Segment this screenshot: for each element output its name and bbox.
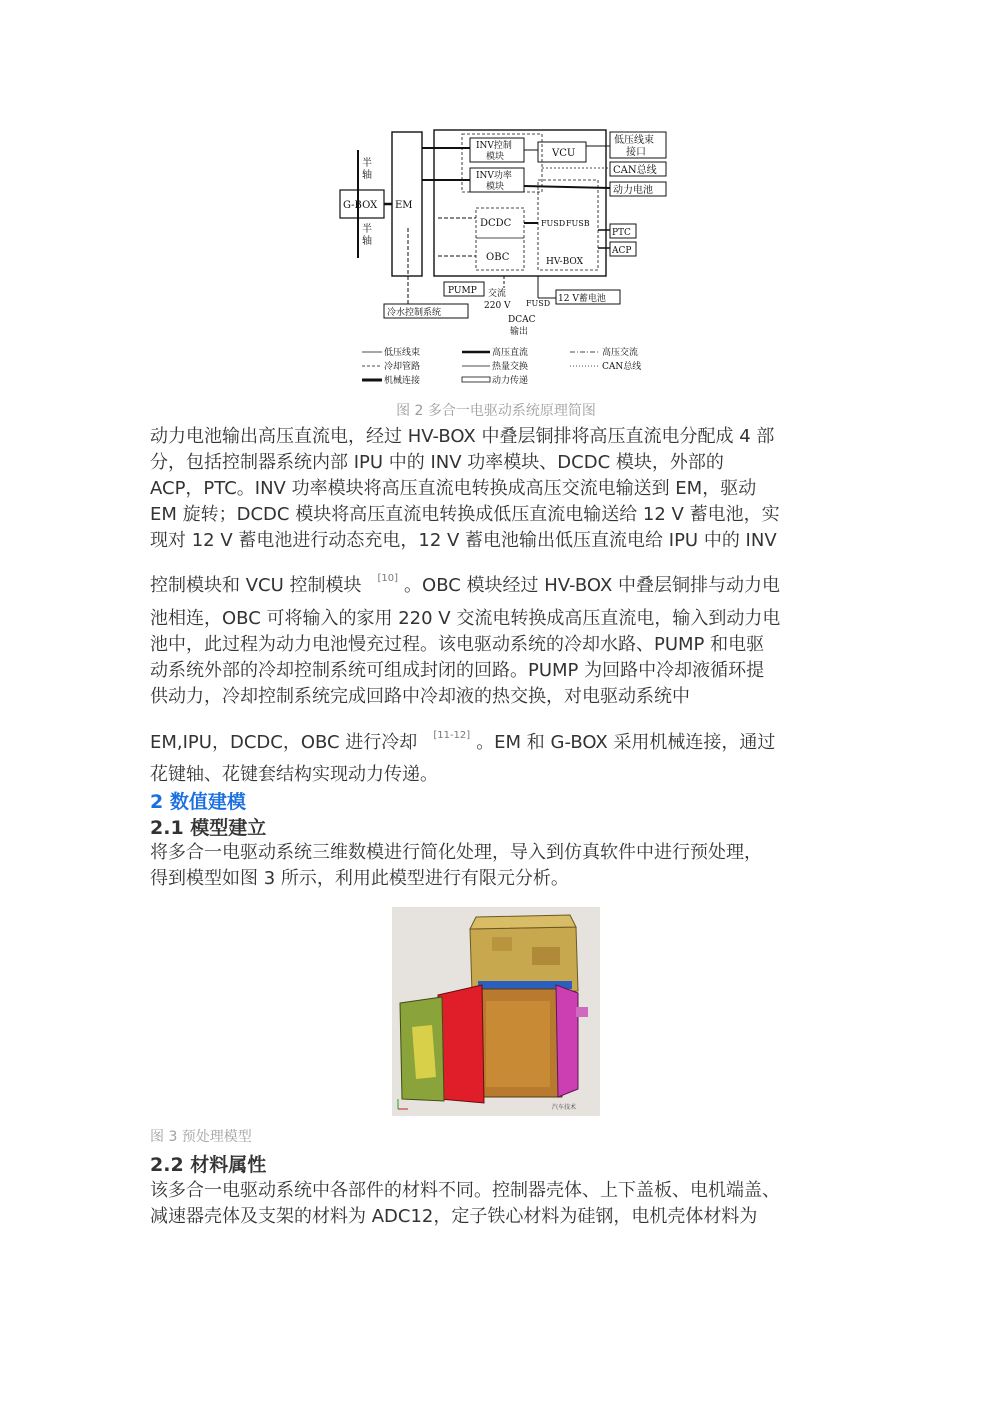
citation-reference[interactable]: [10]	[377, 573, 399, 584]
dcdc-label: DCDC	[480, 218, 512, 229]
legend-label: 热量交换	[492, 362, 529, 372]
cooling-ctrl-label: 冷水控制系统	[387, 308, 442, 318]
figure-3-watermark: 汽车技术	[552, 1104, 577, 1111]
body-line: 现对 12 V 蓄电池进行动态充电，12 V 蓄电池输出低压直流电给 IPU 中的 INV	[150, 530, 777, 551]
power-battery-label: 动力电池	[613, 185, 653, 196]
body-line: 将多合一电驱动系统三维数模进行简化处理，导入到仿真软件中进行预处理，	[150, 842, 762, 863]
ac220-label: 交流	[488, 289, 507, 299]
figure-3-caption: 图 3 预处理模型	[150, 1129, 252, 1145]
body-line-with-reference	[150, 723, 850, 756]
inv-ctrl-label: INV控制	[476, 141, 512, 151]
acp-label: ACP	[612, 246, 632, 256]
body-line: 动力电池输出高压直流电，经过 HV-BOX 中叠层铜排将高压直流电分配成 4 部	[150, 426, 775, 447]
line-text: 控制模块和 VCU 控制模块	[150, 575, 362, 596]
citation-reference[interactable]: [11-12]	[433, 730, 471, 741]
legend-label: 低压线束	[384, 348, 421, 358]
body-line: 供动力，冷却控制系统完成回路中冷却液的热交换，对电驱动系统中	[150, 686, 690, 707]
section-heading-2-1: 2.1 模型建立	[150, 817, 267, 839]
figure-3-model-image	[392, 907, 600, 1116]
inv-power-label: INV功率	[476, 171, 512, 181]
body-line: 分，包括控制器系统内部 IPU 中的 INV 功率模块、DCDC 模块，外部的	[150, 452, 724, 473]
can-bus-label: CAN总线	[613, 165, 657, 176]
legend-label: 高压直流	[492, 348, 529, 358]
body-line: 池中，此过程为动力电池慢充过程。该电驱动系统的冷却水路、PUMP 和电驱	[150, 634, 765, 655]
legend-label: 高压交流	[602, 348, 639, 358]
fusd-label-3: FUSD	[526, 299, 551, 308]
svg-text:轴: 轴	[362, 170, 372, 181]
em-label: EM	[395, 200, 413, 211]
figure-2-legend	[362, 346, 641, 386]
hvbox-label: HV-BOX	[546, 257, 583, 267]
body-line: 该多合一电驱动系统中各部件的材料不同。控制器壳体、上下盖板、电机端盖、	[150, 1180, 780, 1201]
legend-label: 动力传递	[492, 376, 529, 386]
body-line: 得到模型如图 3 所示，利用此模型进行有限元分析。	[150, 868, 569, 889]
svg-text:轴: 轴	[362, 236, 372, 247]
half-shaft-label-bottom: 半	[362, 224, 372, 235]
fusd-label-2: FUSB	[566, 219, 590, 228]
vcu-label: VCU	[552, 148, 576, 159]
line-text: 。EM 和 G-BOX 采用机械连接，通过	[476, 732, 776, 753]
figure-2-caption: 图 2 多合一电驱动系统原理简图	[396, 403, 596, 419]
svg-text:模块: 模块	[486, 182, 505, 192]
svg-text:输出: 输出	[510, 327, 529, 337]
gbox-label: G-BOX	[343, 200, 378, 211]
line-text: EM,IPU，DCDC，OBC 进行冷却	[150, 732, 418, 753]
obc-label: OBC	[486, 252, 510, 263]
svg-text:220 V: 220 V	[484, 301, 511, 311]
dcac-label: DCAC	[508, 315, 536, 325]
ptc-label: PTC	[612, 228, 631, 238]
svg-text:模块: 模块	[486, 152, 505, 162]
section-heading-2: 2 数值建模	[150, 791, 246, 813]
body-line: 池相连，OBC 可将输入的家用 220 V 交流电转换成高压直流电，输入到动力电	[150, 608, 781, 629]
body-line: 减速器壳体及支架的材料为 ADC12，定子铁心材料为硅钢，电机壳体材料为	[150, 1206, 758, 1227]
svg-text:接口: 接口	[626, 147, 646, 158]
legend-label: 冷却管路	[384, 362, 421, 372]
section-heading-2-2: 2.2 材料属性	[150, 1154, 267, 1176]
body-line-with-reference	[150, 566, 850, 599]
half-shaft-label-top: 半	[362, 158, 372, 169]
pump-label: PUMP	[448, 286, 477, 296]
body-line: 花键轴、花键套结构实现动力传递。	[150, 764, 438, 785]
body-line: ACP，PTC。INV 功率模块将高压直流电转换成高压交流电输送到 EM，驱动	[150, 478, 757, 499]
body-line: EM 旋转；DCDC 模块将高压直流电转换成低压直流电输送给 12 V 蓄电池，实	[150, 504, 780, 525]
battery12-label: 12 V蓄电池	[558, 294, 606, 304]
line-text: 。OBC 模块经过 HV-BOX 中叠层铜排与动力电	[404, 575, 780, 596]
body-line: 动系统外部的冷却控制系统可组成封闭的回路。PUMP 为回路中冷却液循环提	[150, 660, 765, 681]
legend-label: CAN总线	[602, 362, 642, 372]
figure-2-schematic	[338, 128, 670, 390]
lv-harness-port-label: 低压线束	[614, 135, 654, 146]
legend-label: 机械连接	[384, 376, 421, 386]
fusd-label-1: FUSD	[541, 219, 566, 228]
